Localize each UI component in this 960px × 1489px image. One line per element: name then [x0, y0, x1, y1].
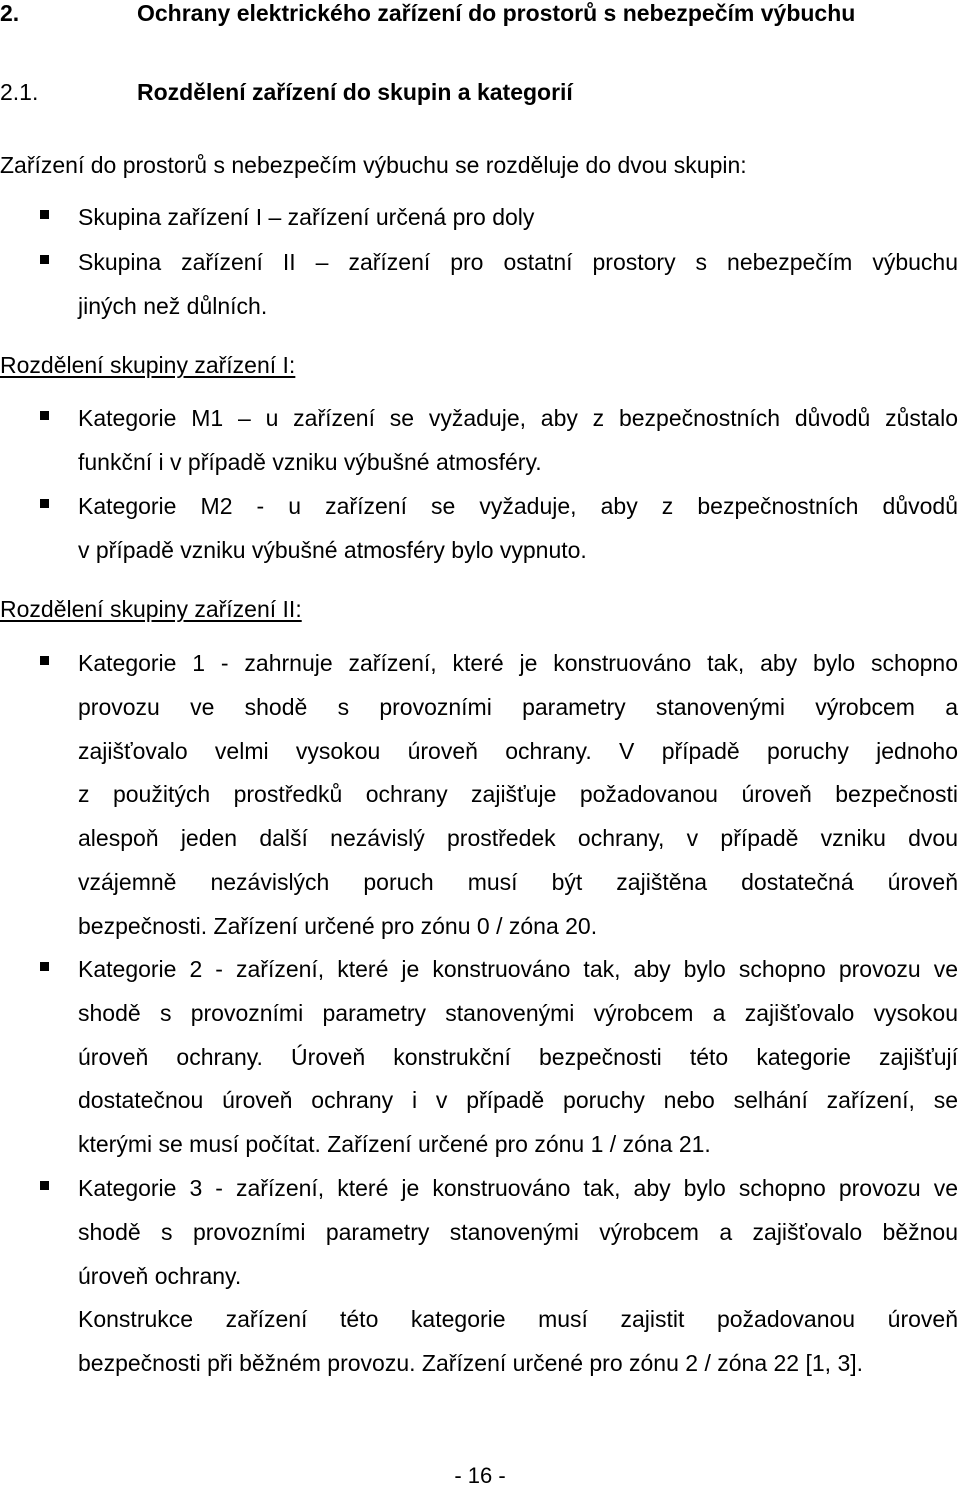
- text-line: Kategorie M1 – u zařízení se vyžaduje, aby z bezpečnostních důvodů zůstalo: [78, 405, 958, 431]
- text-line: dostatečnou úroveň ochrany i v případě poruchy nebo selhání zařízení, se: [78, 1087, 958, 1114]
- section-number: 2.: [0, 0, 20, 26]
- text-line: z použitých prostředků ochrany zajišťuje požadovanou úroveň bezpečnosti: [78, 781, 958, 808]
- bullet-icon: [40, 499, 49, 508]
- closing-paragraph: [78, 1298, 958, 1386]
- text-line: úroveň ochrany.: [78, 1262, 242, 1289]
- group2-item-category-2: [78, 948, 958, 1167]
- text-line: Skupina zařízení I – zařízení určená pro doly: [78, 204, 535, 230]
- group2-item-category-3: [78, 1167, 958, 1298]
- group1-item-m1: [78, 397, 958, 485]
- bullet-icon: [40, 962, 49, 971]
- bullet-icon: [40, 255, 49, 264]
- bullet-icon: [40, 656, 49, 665]
- text-line: zajišťovalo velmi vysokou úroveň ochrany. V případě poruchy jednoho: [78, 737, 958, 764]
- text-line: Konstrukce zařízení této kategorie musí zajistit požadovanou úroveň: [78, 1306, 958, 1332]
- intro-paragraph: Zařízení do prostorů s nebezpečím výbuchu se rozděluje do dvou skupin:: [0, 152, 747, 178]
- text-line: vzájemně nezávislých poruch musí být zajištěna dostatečná úroveň: [78, 868, 958, 895]
- group-item-1: [78, 196, 958, 240]
- subsection-number: 2.1.: [0, 79, 39, 105]
- group1-heading: Rozdělení skupiny zařízení I:: [0, 352, 296, 378]
- group-item-2: [78, 241, 958, 329]
- text-line: alespoň jeden další nezávislý prostředek ochrany, v případě vzniku dvou: [78, 825, 958, 852]
- text-line: v případě vzniku výbušné atmosféry bylo vypnuto.: [78, 536, 587, 563]
- text-line: Kategorie 3 - zařízení, které je konstruováno tak, aby bylo schopno provozu ve: [78, 1175, 958, 1201]
- text-line: kterými se musí počítat. Zařízení určené pro zónu 1 / zóna 21.: [78, 1131, 711, 1158]
- text-line: bezpečnosti. Zařízení určené pro zónu 0 / zóna 20.: [78, 912, 598, 939]
- text-line: shodě s provozními parametry stanovenými výrobcem a zajišťovalo běžnou: [78, 1218, 958, 1245]
- text-line: funkční i v případě vzniku výbušné atmosféry.: [78, 448, 542, 475]
- page-number: - 16 -: [454, 1463, 506, 1488]
- bullet-icon: [40, 1181, 49, 1190]
- group2-heading: Rozdělení skupiny zařízení II:: [0, 596, 302, 622]
- text-line: jiných než důlních.: [78, 292, 268, 319]
- text-line: Kategorie 1 - zahrnuje zařízení, které je konstruováno tak, aby bylo schopno: [78, 650, 958, 676]
- text-line: bezpečnosti při běžném provozu. Zařízení určené pro zónu 2 / zóna 22 [1, 3].: [78, 1349, 864, 1376]
- section-title: Ochrany elektrického zařízení do prostorů s nebezpečím výbuchu: [137, 0, 856, 26]
- subsection-title: Rozdělení zařízení do skupin a kategorií: [137, 79, 573, 105]
- group2-item-category-1: [78, 642, 958, 949]
- bullet-icon: [40, 210, 49, 219]
- text-line: Kategorie 2 - zařízení, které je konstruováno tak, aby bylo schopno provozu ve: [78, 956, 958, 982]
- text-line: shodě s provozními parametry stanovenými výrobcem a zajišťovalo vysokou: [78, 999, 958, 1026]
- group1-item-m2: [78, 485, 958, 573]
- text-line: Kategorie M2 - u zařízení se vyžaduje, aby z bezpečnostních důvodů: [78, 493, 958, 519]
- text-line: úroveň ochrany. Úroveň konstrukční bezpečnosti této kategorie zajišťují: [78, 1043, 958, 1070]
- text-line: provozu ve shodě s provozními parametry stanovenými výrobcem a: [78, 693, 958, 720]
- text-line: Skupina zařízení II – zařízení pro ostatní prostory s nebezpečím výbuchu: [78, 249, 958, 275]
- bullet-icon: [40, 411, 49, 420]
